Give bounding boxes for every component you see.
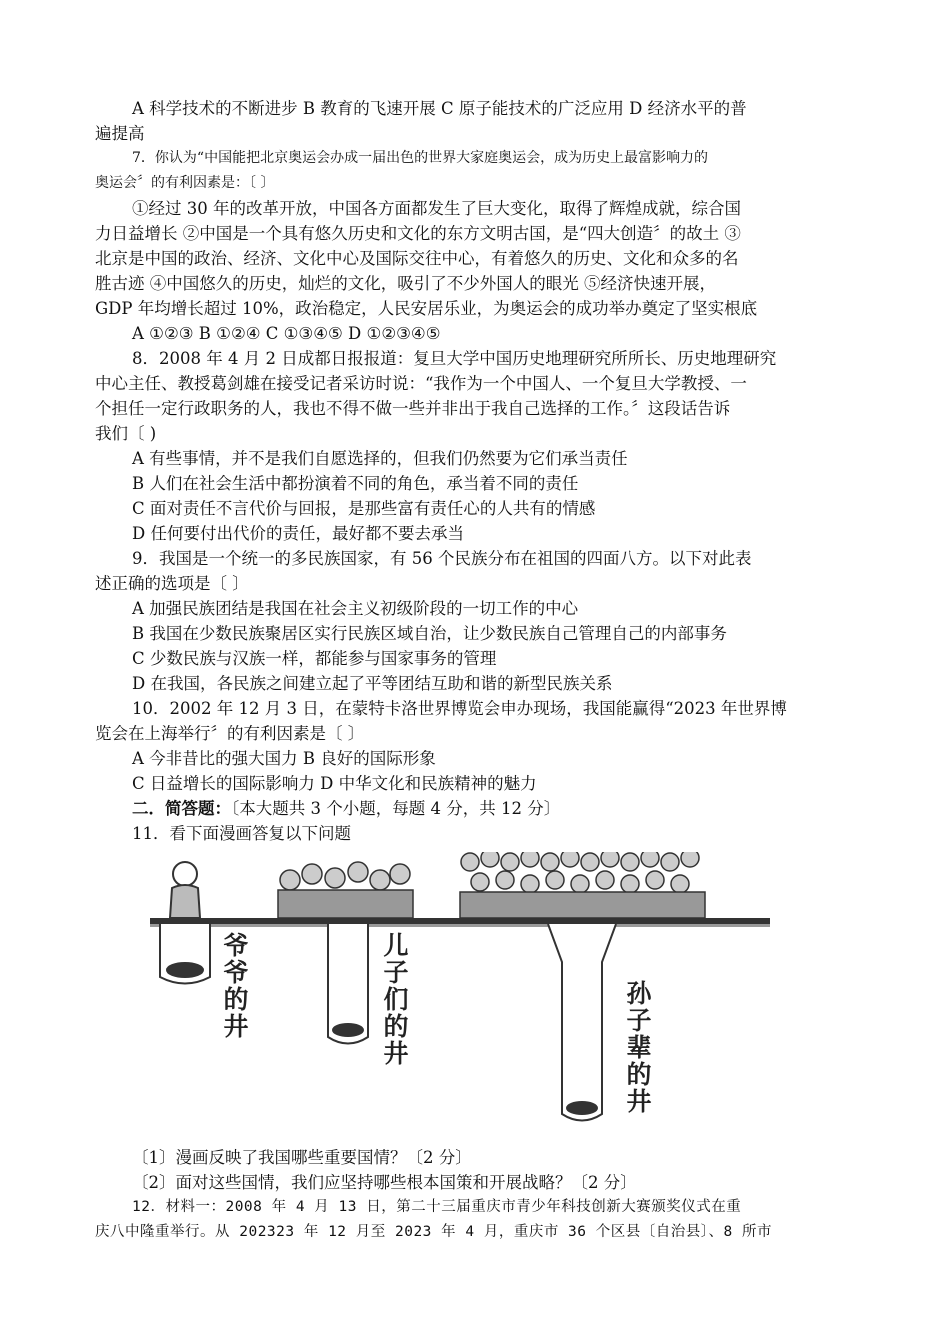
q7-factors-5: GDP 年均增长超过 10%，政治稳定，人民安居乐业，为奥运会的成功举办奠定了坚实根底 <box>95 299 758 318</box>
q12-stem-2: 庆八中隆重举行。从 202323 年 12 月至 2023 年 4 月，重庆市 36 个区县〔自治县〕、8 所市 <box>95 1224 772 1240</box>
q10-options-ab: A 今非昔比的强大国力 B 良好的国际形象 <box>132 749 436 768</box>
q8-stem-3: 个担任一定行政职务的人，我也不得不做一些并非出于我自己选择的工作。〞这段话告诉 <box>95 399 731 418</box>
label-sons-well: 儿子们的井 <box>383 931 409 1068</box>
q7-stem: 7．你认为“中国能把北京奥运会办成一届出色的世界大家庭奥运会，成为历史上最富影响力的 <box>132 150 709 166</box>
q7-stem-cont: 奥运会〞的有利因素是：〔 〕 <box>95 175 275 191</box>
label-grandpa-well: 爷爷的井 <box>223 931 249 1041</box>
q9-option-b: B 我国在少数民族聚居区实行民族区域自治，让少数民族自己管理自己的内部事务 <box>132 624 727 643</box>
q9-option-d: D 在我国，各民族之间建立起了平等团结互助和谐的新型民族关系 <box>132 674 613 693</box>
section-2-title: 二．简答题： <box>132 799 231 818</box>
grandsons-well <box>548 924 616 1121</box>
q7-factors-3: 北京是中国的政治、经济、文化中心及国际交往中心，有着悠久的历史、文化和众多的名 <box>95 249 739 268</box>
q6-options-line: A 科学技术的不断进步 B 教育的飞速开展 C 原子能技术的广泛应用 D 经济水平的普 <box>132 99 747 118</box>
q7-factors: ①经过 30 年的改革开放，中国各方面都发生了巨大变化，取得了辉煌成就，综合国 <box>132 199 741 218</box>
q12-stem: 12．材料一：2008 年 4 月 13 日，第二十三届重庆市青少年科技创新大赛颁奖仪式在重 <box>132 1199 742 1215</box>
sons-crowd <box>278 862 413 918</box>
sons-well <box>328 924 368 1044</box>
q6-options-line-cont: 遍提高 <box>95 124 145 143</box>
q9-stem-2: 述正确的选项是〔 〕 <box>95 574 249 593</box>
q11-sub-1: 〔1〕漫画反映了我国哪些重要国情？〔2 分〕 <box>132 1148 472 1167</box>
cartoon-wells <box>150 852 770 1137</box>
q7-factors-2: 力日益增长 ②中国是一个具有悠久历史和文化的东方文明古国，是“四大创造〞的故土 ③ <box>95 224 741 243</box>
section-2-note: 〔本大题共 3 个小题，每题 4 分，共 12 分〕 <box>231 799 561 818</box>
q11-stem: 11．看下面漫画答复以下问题 <box>132 824 351 843</box>
q9-stem: 9．我国是一个统一的多民族国家，有 56 个民族分布在祖国的四面八方。以下对此表 <box>132 549 752 568</box>
q11-sub-2: 〔2〕面对这些国情，我们应坚持哪些根本国策和开展战略？〔2 分〕 <box>132 1173 637 1192</box>
grandsons-crowd <box>460 852 705 918</box>
grandpa-well <box>160 924 210 984</box>
q10-options-cd: C 日益增长的国际影响力 D 中华文化和民族精神的魅力 <box>132 774 537 793</box>
q8-option-c: C 面对责任不言代价与回报，是那些富有责任心的人共有的情感 <box>132 499 596 518</box>
q7-factors-4: 胜古迹 ④中国悠久的历史，灿烂的文化，吸引了不少外国人的眼光 ⑤经济快速开展， <box>95 274 716 293</box>
q9-option-c: C 少数民族与汉族一样，都能参与国家事务的管理 <box>132 649 497 668</box>
q10-stem: 10．2002 年 12 月 3 日，在蒙特卡洛世界博览会申办现场，我国能赢得“2023 年世界博 <box>132 699 787 718</box>
q9-option-a: A 加强民族团结是我国在社会主义初级阶段的一切工作的中心 <box>132 599 579 618</box>
q8-stem-2: 中心主任、教授葛剑雄在接受记者采访时说：“我作为一个中国人、一个复旦大学教授、一 <box>95 374 747 393</box>
q7-options: A ①②③ B ①②④ C ①③④⑤ D ①②③④⑤ <box>132 324 441 343</box>
q8-stem-4: 我们〔 ) <box>95 424 157 443</box>
q8-option-d: D 任何要付出代价的责任，最好都不要去承当 <box>132 524 464 543</box>
label-grandsons-well: 孙子辈的井 <box>626 979 652 1116</box>
section-2-heading <box>95 796 855 821</box>
q10-stem-2: 览会在上海举行〞的有利因素是〔 〕 <box>95 724 365 743</box>
q8-option-a: A 有些事情，并不是我们自愿选择的，但我们仍然要为它们承当责任 <box>132 449 628 468</box>
exam-page <box>95 96 855 1245</box>
q8-stem: 8．2008 年 4 月 2 日成都日报报道：复旦大学中国历史地理研究所所长、历史地理研究 <box>132 349 777 368</box>
q8-option-b: B 人们在社会生活中都扮演着不同的角色，承当着不同的责任 <box>132 474 579 493</box>
